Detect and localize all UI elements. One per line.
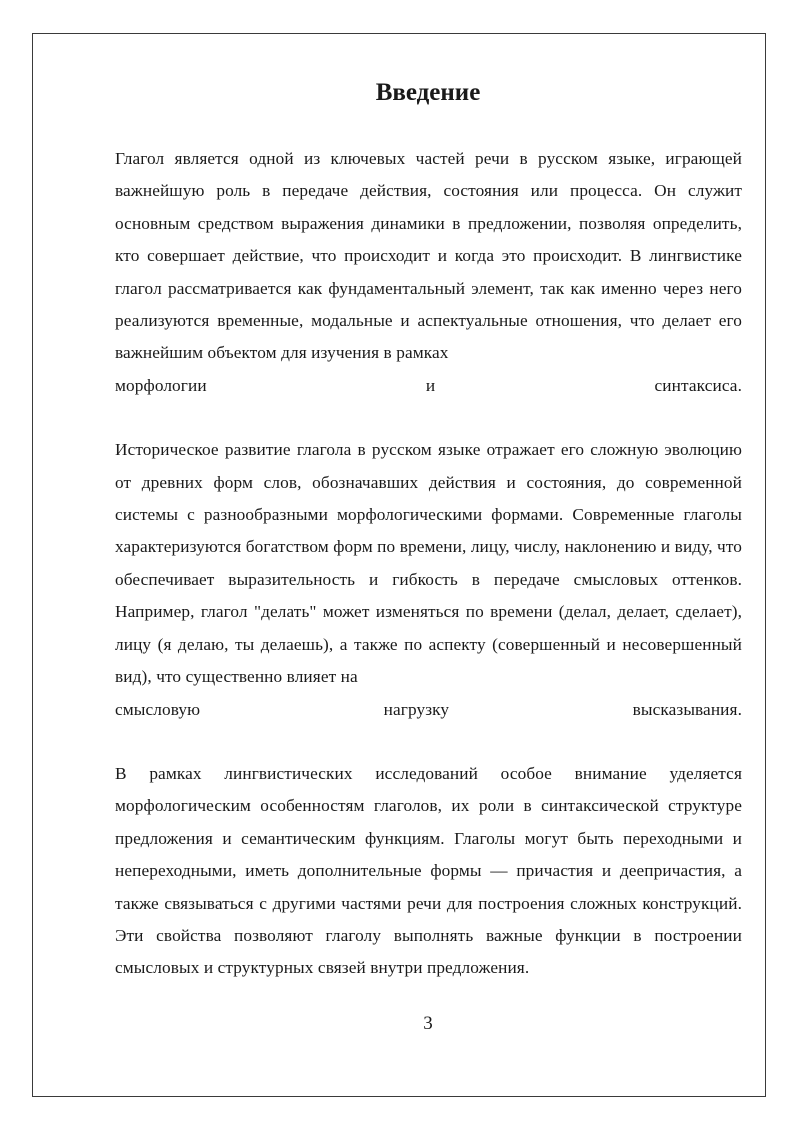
paragraph-2-text: Историческое развитие глагола в русском языке отражает его сложную эволюцию от древних форм слов, обозначавших действия и состояния, до современной системы с разнообразными морфологическими формами. Современные глаголы характеризуются богатством форм по времени, лицу, числу, наклонению и виду, что обеспечивает выразительность и гибкость в передаче смысловых оттенков. Например, глагол "делать" может изменяться по времени (делал, делает, сделает), лицу (я делаю, ты делаешь), а также по аспекту (совершенный и несовершенный вид), что существенно влияет на [115, 440, 742, 687]
page-number: 3 [423, 1013, 433, 1034]
body-text [115, 143, 742, 985]
paragraph-1 [115, 143, 742, 402]
paragraph-1-last-line: морфологии и синтаксиса. [115, 375, 742, 395]
section-title: Введение [375, 79, 481, 106]
paragraph-2-last-line: смысловую нагрузку высказывания. [115, 699, 742, 719]
paragraph-3 [115, 758, 742, 985]
paragraph-1-text: Глагол является одной из ключевых частей речи в русском языке, играющей важнейшую роль в передаче действия, состояния или процесса. Он служит основным средством выражения динамики в предложении, позволяя определить, кто совершает действие, что происходит и когда это происходит. В лингвистике глагол рассматривается как фундаментальный элемент, так как именно через него реализуются временные, модальные и аспектуальные отношения, что делает его важнейшим объектом для изучения в рамках [115, 149, 742, 363]
paragraph-2 [115, 434, 742, 726]
paragraph-3-text: В рамках лингвистических исследований особое внимание уделяется морфологическим особенностям глаголов, их роли в синтаксической структуре предложения и семантическим функциям. Глаголы могут быть переходными и непереходными, иметь дополнительные формы — причастия и деепричастия, а также связываться с другими частями речи для построения сложных конструкций. Эти свойства позволяют глаголу выполнять важные функции в построении смысловых и структурных связей внутри предложения. [115, 763, 742, 978]
